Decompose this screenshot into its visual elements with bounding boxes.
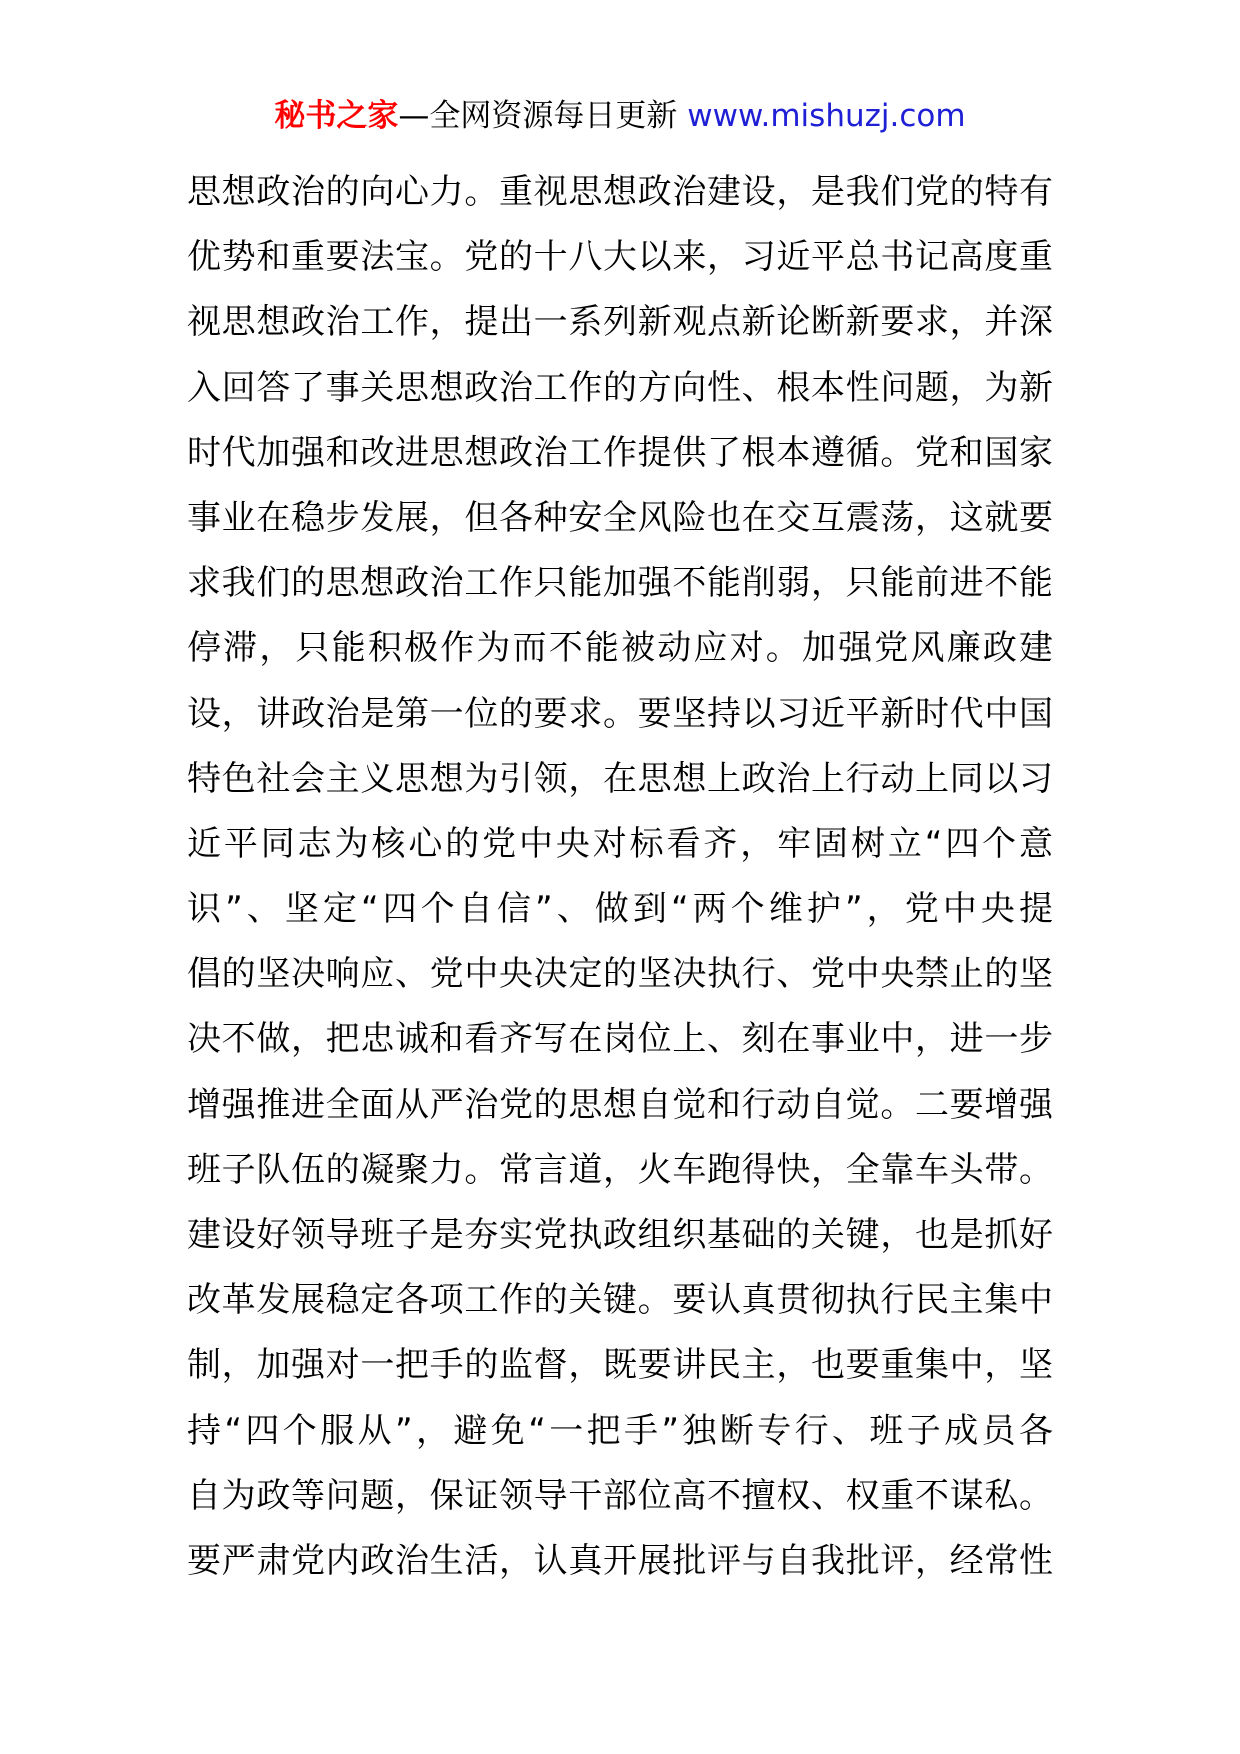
body-line: 优势和重要法宝。党的十八大以来，习近平总书记高度重	[187, 237, 1053, 278]
body-line: 入回答了事关思想政治工作的方向性、根本性问题，为新	[187, 367, 1053, 408]
body-line: 事业在稳步发展，但各种安全风险也在交互震荡，这就要	[187, 497, 1053, 538]
body-line: 停滞，只能积极作为而不能被动应对。加强党风廉政建	[187, 628, 1053, 669]
body-line: 改革发展稳定各项工作的关键。要认真贯彻执行民主集中	[187, 1280, 1053, 1321]
body-line: 持“四个服从”，避免“一把手”独断专行、班子成员各	[187, 1410, 1053, 1451]
body-line: 视思想政治工作，提出一系列新观点新论断新要求，并深	[187, 302, 1053, 343]
body-line: 求我们的思想政治工作只能加强不能削弱，只能前进不能	[187, 563, 1053, 604]
body-line: 设，讲政治是第一位的要求。要坚持以习近平新时代中国	[187, 693, 1053, 734]
body-line: 思想政治的向心力。重视思想政治建设，是我们党的特有	[187, 172, 1053, 212]
site-url-link[interactable]: www.mishuzj.com	[687, 98, 966, 134]
site-header	[0, 96, 1240, 136]
body-line: 时代加强和改进思想政治工作提供了根本遵循。党和国家	[187, 432, 1053, 473]
body-line: 特色社会主义思想为引领，在思想上政治上行动上同以习	[187, 758, 1053, 799]
site-brand: 秘书之家	[274, 98, 399, 134]
body-line: 增强推进全面从严治党的思想自觉和行动自觉。二要增强	[187, 1084, 1053, 1125]
body-line: 建设好领导班子是夯实党执政组织基础的关键，也是抓好	[187, 1215, 1053, 1255]
body-line: 倡的坚决响应、党中央决定的坚决执行、党中央禁止的坚	[187, 954, 1053, 995]
body-line: 近平同志为核心的党中央对标看齐，牢固树立“四个意	[187, 823, 1053, 864]
body-line: 制，加强对一把手的监督，既要讲民主，也要重集中，坚	[187, 1345, 1053, 1386]
body-line: 识”、坚定“四个自信”、做到“两个维护”，党中央提	[187, 889, 1053, 930]
body-line: 自为政等问题，保证领导干部位高不擅权、权重不谋私。	[187, 1475, 1053, 1516]
site-tagline: —全网资源每日更新	[398, 98, 688, 134]
body-line: 要严肃党内政治生活，认真开展批评与自我批评，经常性	[187, 1540, 1053, 1581]
body-line: 决不做，把忠诚和看齐写在岗位上、刻在事业中，进一步	[187, 1019, 1053, 1060]
document-body	[187, 160, 1053, 1594]
body-line: 班子队伍的凝聚力。常言道，火车跑得快，全靠车头带。	[187, 1149, 1053, 1190]
